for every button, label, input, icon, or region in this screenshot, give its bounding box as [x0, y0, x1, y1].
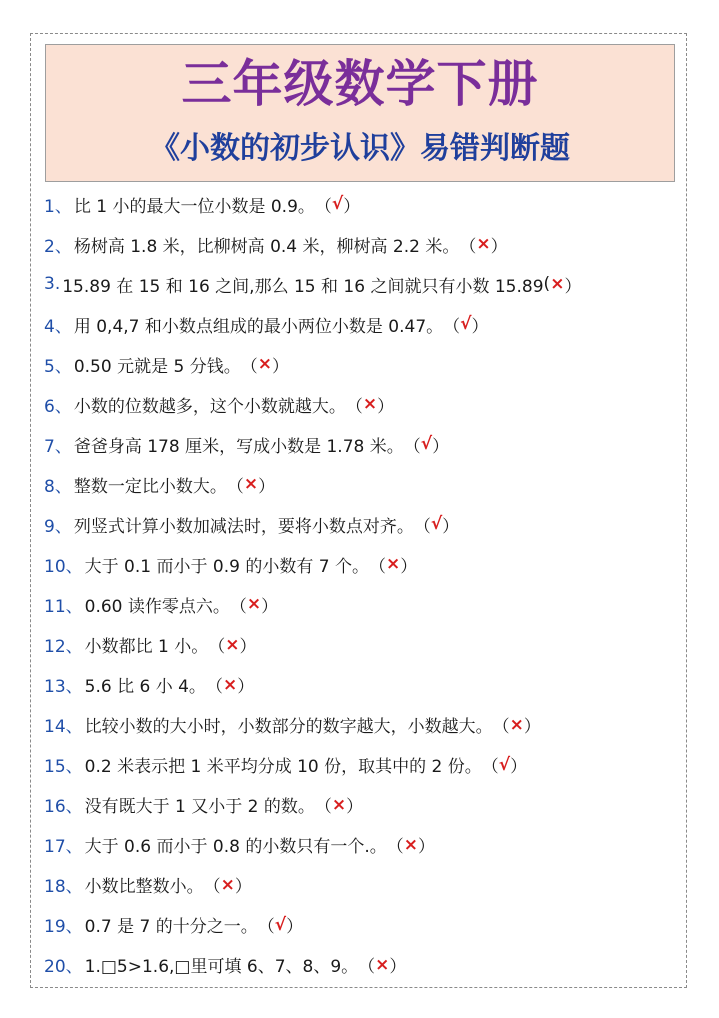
answer-paren-open: （	[443, 316, 461, 337]
answer-paren-close: ）	[523, 717, 541, 738]
answer-paren-open: （	[386, 837, 404, 858]
cross-mark-icon: ×	[225, 634, 240, 655]
list-item	[44, 905, 684, 945]
question-number: 1、	[44, 196, 72, 217]
answer-paren-open: （	[459, 236, 477, 257]
question-text: 用 0,4,7 和小数点组成的最小两位小数是 0.47。	[73, 316, 444, 337]
answer-paren-open: （	[358, 957, 376, 978]
answer-paren-close: ）	[286, 917, 304, 938]
question-text: 杨树高 1.8 米，比柳树高 0.4 米，柳树高 2.2 米。	[73, 236, 460, 257]
list-item	[44, 945, 684, 985]
cross-mark-icon: ×	[375, 954, 390, 975]
answer-paren-close: ）	[261, 596, 279, 617]
question-number: 11、	[44, 596, 83, 617]
question-number: 19、	[44, 917, 83, 938]
question-number: 17、	[44, 837, 83, 858]
answer-paren-close: ）	[471, 316, 489, 337]
question-number: 8、	[44, 476, 72, 497]
question-number: 20、	[44, 957, 83, 978]
answer-paren-close: ）	[237, 677, 255, 698]
list-item	[44, 705, 684, 745]
question-number: 14、	[44, 717, 83, 738]
cross-mark-icon: ×	[550, 274, 565, 295]
answer-paren-open: （	[257, 917, 275, 938]
cross-mark-icon: ×	[331, 794, 347, 815]
question-text: 小数都比 1 小。	[84, 637, 209, 658]
answer-paren-close: ）	[377, 396, 395, 417]
question-number: 12、	[44, 637, 83, 658]
cross-mark-icon: ×	[257, 354, 272, 375]
question-text: 0.50 元就是 5 分钱。	[73, 356, 241, 377]
answer-paren-open: （	[345, 396, 363, 417]
answer-paren-close: ）	[432, 436, 450, 457]
list-item	[44, 665, 684, 705]
question-text: 1.□5>1.6,□里可填 6、7、8、9。	[84, 957, 359, 978]
question-text: 15.89 在 15 和 16 之间,那么 15 和 16 之间就只有小数 15.89	[62, 276, 544, 297]
cross-mark-icon: ×	[403, 834, 418, 855]
list-item	[44, 184, 684, 224]
check-mark-icon: √	[274, 914, 287, 935]
list-item	[44, 504, 684, 544]
page-title: 三年级数学下册	[181, 55, 539, 113]
question-text: 比 1 小的最大一位小数是 0.9。	[73, 196, 315, 217]
list-item	[44, 745, 684, 785]
answer-paren-open: （	[240, 356, 258, 377]
answer-paren-close: ）	[346, 797, 364, 818]
list-item	[44, 464, 684, 504]
check-mark-icon: √	[498, 754, 511, 775]
answer-paren-open: （	[413, 516, 431, 537]
answer-paren-close: ）	[510, 757, 528, 778]
answer-paren-close: ）	[271, 356, 289, 377]
list-item	[44, 825, 684, 865]
cross-mark-icon: ×	[222, 674, 238, 695]
question-text: 小数的位数越多，这个小数就越大。	[73, 396, 346, 417]
answer-paren-close: ）	[239, 637, 257, 658]
check-mark-icon: √	[420, 434, 433, 455]
answer-paren-open: （	[492, 717, 510, 738]
question-text: 整数一定比小数大。	[73, 476, 227, 497]
title-banner	[45, 44, 675, 182]
list-item	[44, 785, 684, 825]
list-item	[44, 424, 684, 464]
cross-mark-icon: ×	[220, 874, 235, 895]
question-number: 9、	[44, 516, 72, 537]
answer-paren-close: ）	[564, 276, 582, 297]
question-text: 大于 0.6 而小于 0.8 的小数只有一个.。	[84, 837, 387, 858]
list-item	[44, 224, 684, 264]
answer-paren-open: （	[368, 556, 386, 577]
cross-mark-icon: ×	[246, 594, 262, 615]
question-number: 7、	[44, 436, 72, 457]
answer-paren-close: ）	[417, 837, 435, 858]
list-item	[44, 264, 684, 304]
question-text: 没有既大于 1 又小于 2 的数。	[84, 797, 315, 818]
question-text: 5.6 比 6 小 4。	[84, 677, 206, 698]
question-number: 5、	[44, 356, 72, 377]
question-text: 0.7 是 7 的十分之一。	[84, 917, 258, 938]
question-number: 15、	[44, 757, 83, 778]
answer-paren-close: ）	[234, 877, 252, 898]
list-item	[44, 865, 684, 905]
answer-paren-close: ）	[442, 516, 460, 537]
list-item	[44, 544, 684, 584]
answer-paren-close: ）	[490, 236, 508, 257]
answer-paren-open: （	[314, 797, 332, 818]
answer-paren-close: ）	[343, 196, 361, 217]
answer-paren-open: （	[229, 596, 247, 617]
answer-paren-open: （	[226, 476, 244, 497]
answer-paren-close: ）	[389, 957, 407, 978]
cross-mark-icon: ×	[385, 554, 401, 575]
question-number: 10、	[44, 556, 83, 577]
question-text: 小数比整数小。	[84, 877, 204, 898]
question-number: 2、	[44, 236, 72, 257]
question-number: 16、	[44, 797, 83, 818]
answer-paren-open: （	[203, 877, 221, 898]
question-list	[44, 184, 684, 985]
question-text: 0.2 米表示把 1 米平均分成 10 份，取其中的 2 份。	[84, 757, 482, 778]
cross-mark-icon: ×	[476, 234, 491, 255]
question-text: 比较小数的大小时，小数部分的数字越大，小数越大。	[84, 717, 493, 738]
list-item	[44, 625, 684, 665]
question-text: 列竖式计算小数加减法时，要将小数点对齐。	[73, 516, 414, 537]
question-number: 4、	[44, 316, 72, 337]
question-number: 3.	[44, 274, 61, 295]
check-mark-icon: √	[460, 314, 472, 335]
answer-paren-open: （	[205, 677, 223, 698]
question-text: 0.60 读作零点六。	[84, 596, 230, 617]
answer-paren-open: （	[481, 757, 499, 778]
cross-mark-icon: ×	[362, 394, 378, 415]
question-text: 大于 0.1 而小于 0.9 的小数有 7 个。	[84, 556, 369, 577]
question-number: 13、	[44, 677, 83, 698]
cross-mark-icon: ×	[509, 714, 524, 735]
check-mark-icon: √	[331, 194, 344, 215]
list-item	[44, 384, 684, 424]
list-item	[44, 584, 684, 624]
cross-mark-icon: ×	[243, 474, 259, 495]
question-number: 6、	[44, 396, 72, 417]
list-item	[44, 304, 684, 344]
check-mark-icon: √	[430, 514, 443, 535]
answer-paren-open: （	[208, 637, 226, 658]
answer-paren-close: ）	[258, 476, 276, 497]
question-number: 18、	[44, 877, 83, 898]
answer-paren-open: （	[403, 436, 421, 457]
answer-paren-close: ）	[400, 556, 418, 577]
page-subtitle: 《小数的初步认识》易错判断题	[150, 131, 570, 166]
list-item	[44, 344, 684, 384]
answer-paren-open: （	[314, 196, 332, 217]
question-text: 爸爸身高 178 厘米，写成小数是 1.78 米。	[73, 436, 404, 457]
answer-paren-open: (	[543, 274, 551, 295]
